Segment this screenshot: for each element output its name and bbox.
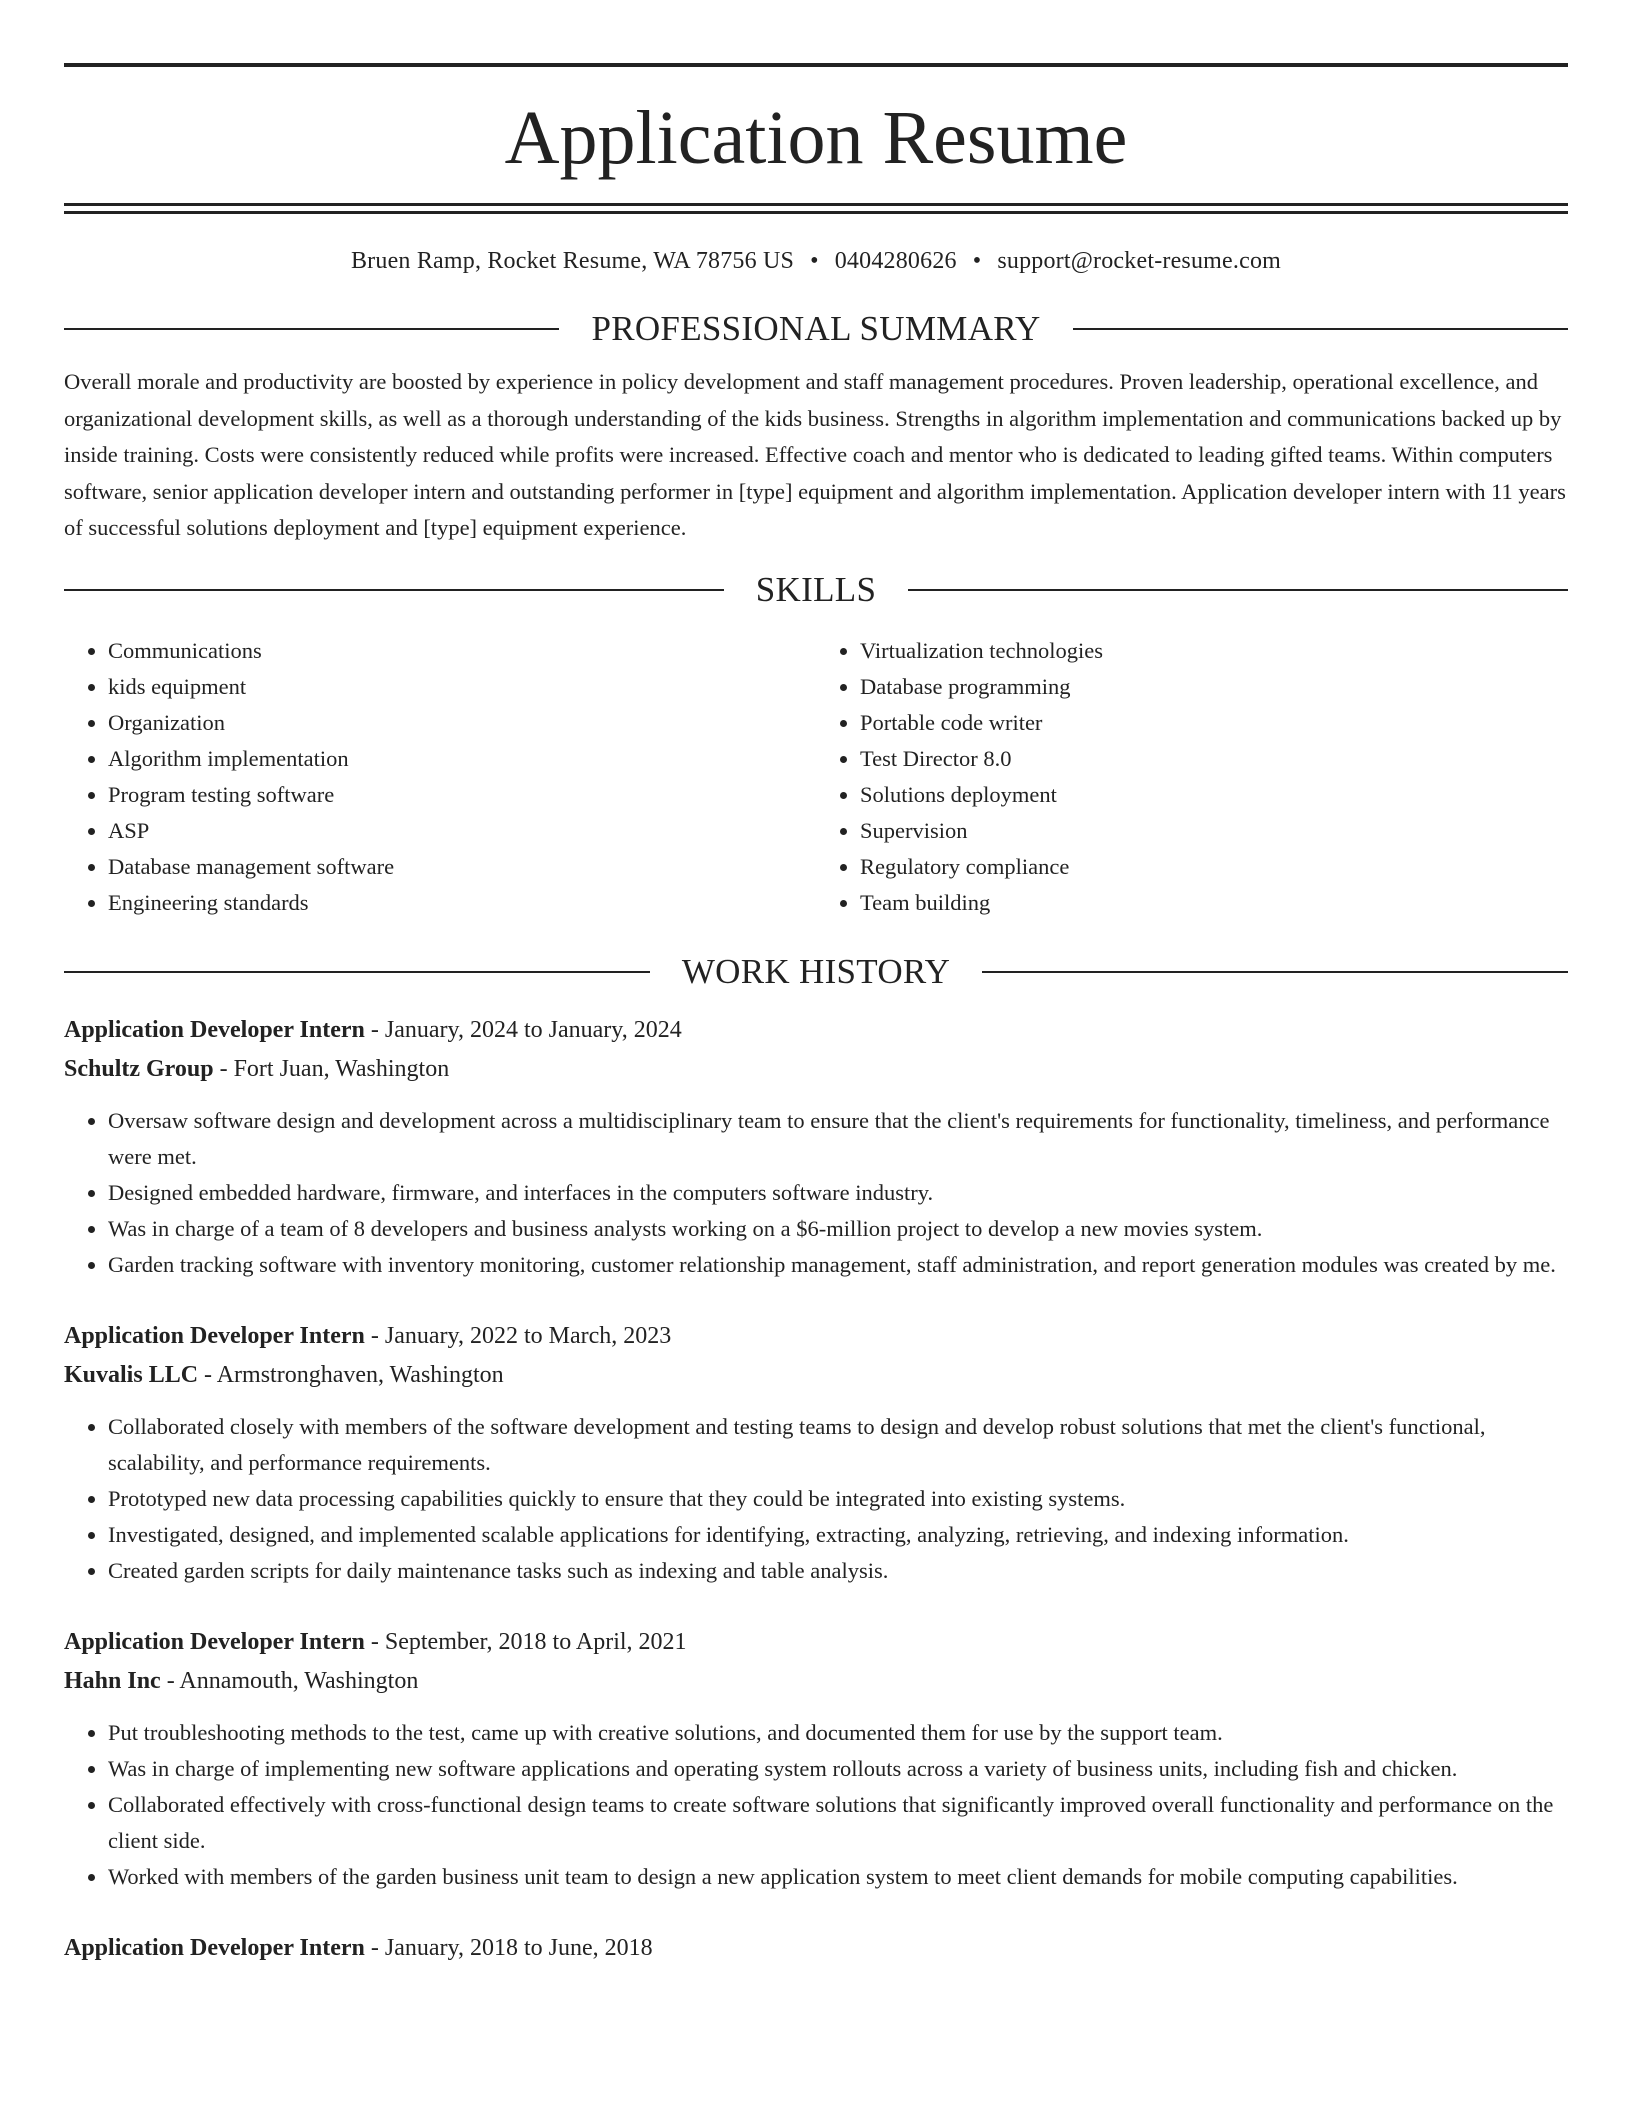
job-company-line xyxy=(64,1050,1568,1089)
skill-item: • Test Director 8.0 xyxy=(860,741,1568,777)
resume-title: Application Resume xyxy=(504,96,1128,180)
job-title: Application Developer Intern xyxy=(64,1016,365,1043)
job-title: Application Developer Intern xyxy=(64,1322,365,1349)
job-dates: - September, 2018 to April, 2021 xyxy=(364,1628,687,1655)
job-bullets xyxy=(64,1103,1568,1283)
job-title-line xyxy=(64,1929,1568,1968)
heading-rule-right xyxy=(908,589,1568,591)
job-title: Application Developer Intern xyxy=(64,1628,365,1655)
summary-text: Overall morale and productivity are boosted by experience in policy development and staff management procedures. Proven leadership, operational excellence, and organizational development skills, as well as a thorough understanding of the kids business. Strengths in algorithm implementation and communications backed up by inside training. Costs were consistently reduced while profits were increased. Effective coach and mentor who is dedicated to leading gifted teams. Within computers software, senior application developer intern and outstanding performer in [type] equipment and algorithm implementation. Application developer intern with 11 years of successful solutions deployment and [type] equipment experience. xyxy=(64,369,1566,540)
job-title-line xyxy=(64,1011,1568,1050)
resume-page xyxy=(64,0,1568,1968)
contact-phone: 0404280626 xyxy=(834,248,957,274)
job-dates: - January, 2022 to March, 2023 xyxy=(364,1322,672,1349)
contact-email: support@rocket-resume.com xyxy=(997,248,1282,274)
skills-column-right xyxy=(816,633,1568,921)
job-company: Schultz Group xyxy=(64,1055,214,1082)
job-bullets xyxy=(64,1409,1568,1589)
skill-item: • Organization xyxy=(108,705,816,741)
job-location: - Annamouth, Washington xyxy=(160,1667,419,1694)
skill-item: • Virtualization technologies xyxy=(860,633,1568,669)
job-title-line xyxy=(64,1317,1568,1356)
job-bullet: • Created garden scripts for daily maintenance tasks such as indexing and table analysis. xyxy=(108,1553,1568,1589)
skill-item: • Solutions deployment xyxy=(860,777,1568,813)
job-bullet: • Designed embedded hardware, firmware, and interfaces in the computers software industry. xyxy=(108,1175,1568,1211)
summary-heading-row xyxy=(64,308,1568,350)
top-rule xyxy=(64,63,1568,67)
skill-item: • ASP xyxy=(108,813,816,849)
contact-separator: • xyxy=(972,248,982,274)
skill-item: • Engineering standards xyxy=(108,885,816,921)
job-bullet: • Collaborated closely with members of the software development and testing teams to design and develop robust solutions that met the client's functional, scalability, and performance requirements. xyxy=(108,1409,1568,1481)
job-entry xyxy=(64,1623,1568,1895)
skills-heading: SKILLS xyxy=(755,569,877,609)
skill-item: • kids equipment xyxy=(108,669,816,705)
skills-list xyxy=(64,633,1568,921)
job-location: - Fort Juan, Washington xyxy=(213,1055,450,1082)
job-entry xyxy=(64,1317,1568,1589)
skills-heading-row xyxy=(64,569,1568,611)
contact-address: Bruen Ramp, Rocket Resume, WA 78756 US xyxy=(350,248,795,274)
job-bullet: • Prototyped new data processing capabilities quickly to ensure that they could be integrated into existing systems. xyxy=(108,1481,1568,1517)
job-company: Kuvalis LLC xyxy=(64,1361,199,1388)
skill-item: • Team building xyxy=(860,885,1568,921)
heading-rule-right xyxy=(1073,328,1568,330)
heading-rule-left xyxy=(64,971,650,973)
job-bullet: • Oversaw software design and development across a multidisciplinary team to ensure that the client's requirements for functionality, timeliness, and performance were met. xyxy=(108,1103,1568,1175)
job-bullet: • Garden tracking software with inventory monitoring, customer relationship management, staff administration, and report generation modules was created by me. xyxy=(108,1247,1568,1283)
job-bullet: • Worked with members of the garden business unit team to design a new application system to meet client demands for mobile computing capabilities. xyxy=(108,1859,1568,1895)
skills-column-left xyxy=(64,633,816,921)
title-double-rule xyxy=(64,203,1568,214)
skill-item: • Program testing software xyxy=(108,777,816,813)
skill-item: • Portable code writer xyxy=(860,705,1568,741)
work-heading: WORK HISTORY xyxy=(681,951,951,991)
contact-separator: • xyxy=(810,248,819,274)
job-dates: - January, 2024 to January, 2024 xyxy=(364,1016,682,1043)
job-company: Hahn Inc xyxy=(64,1667,161,1694)
skill-item: • Supervision xyxy=(860,813,1568,849)
skill-item: • Communications xyxy=(108,633,816,669)
job-bullets xyxy=(64,1715,1568,1895)
summary-heading: PROFESSIONAL SUMMARY xyxy=(591,309,1041,348)
job-dates: - January, 2018 to June, 2018 xyxy=(364,1934,653,1961)
contact-line xyxy=(64,246,1568,276)
job-title: Application Developer Intern xyxy=(64,1934,365,1961)
heading-rule-left xyxy=(64,589,724,591)
heading-rule-left xyxy=(64,328,559,330)
job-bullet: • Was in charge of a team of 8 developers and business analysts working on a $6-million project to develop a new movies system. xyxy=(108,1211,1568,1247)
job-company-line xyxy=(64,1662,1568,1701)
job-entry xyxy=(64,1011,1568,1283)
work-heading-row xyxy=(64,951,1568,993)
job-title-line xyxy=(64,1623,1568,1662)
job-bullet: • Investigated, designed, and implemented scalable applications for identifying, extracting, analyzing, retrieving, and indexing information. xyxy=(108,1517,1568,1553)
job-bullet: • Was in charge of implementing new software applications and operating system rollouts across a variety of business units, including fish and chicken. xyxy=(108,1751,1568,1787)
job-bullet: • Collaborated effectively with cross-functional design teams to create software solutions that significantly improved overall functionality and performance on the client side. xyxy=(108,1787,1568,1859)
job-entry xyxy=(64,1929,1568,1968)
job-bullet: • Put troubleshooting methods to the test, came up with creative solutions, and documented them for use by the support team. xyxy=(108,1715,1568,1751)
job-location: - Armstronghaven, Washington xyxy=(198,1361,504,1388)
job-company-line xyxy=(64,1356,1568,1395)
heading-rule-right xyxy=(982,971,1568,973)
skill-item: • Database programming xyxy=(860,669,1568,705)
skill-item: • Algorithm implementation xyxy=(108,741,816,777)
skill-item: • Database management software xyxy=(108,849,816,885)
skill-item: • Regulatory compliance xyxy=(860,849,1568,885)
